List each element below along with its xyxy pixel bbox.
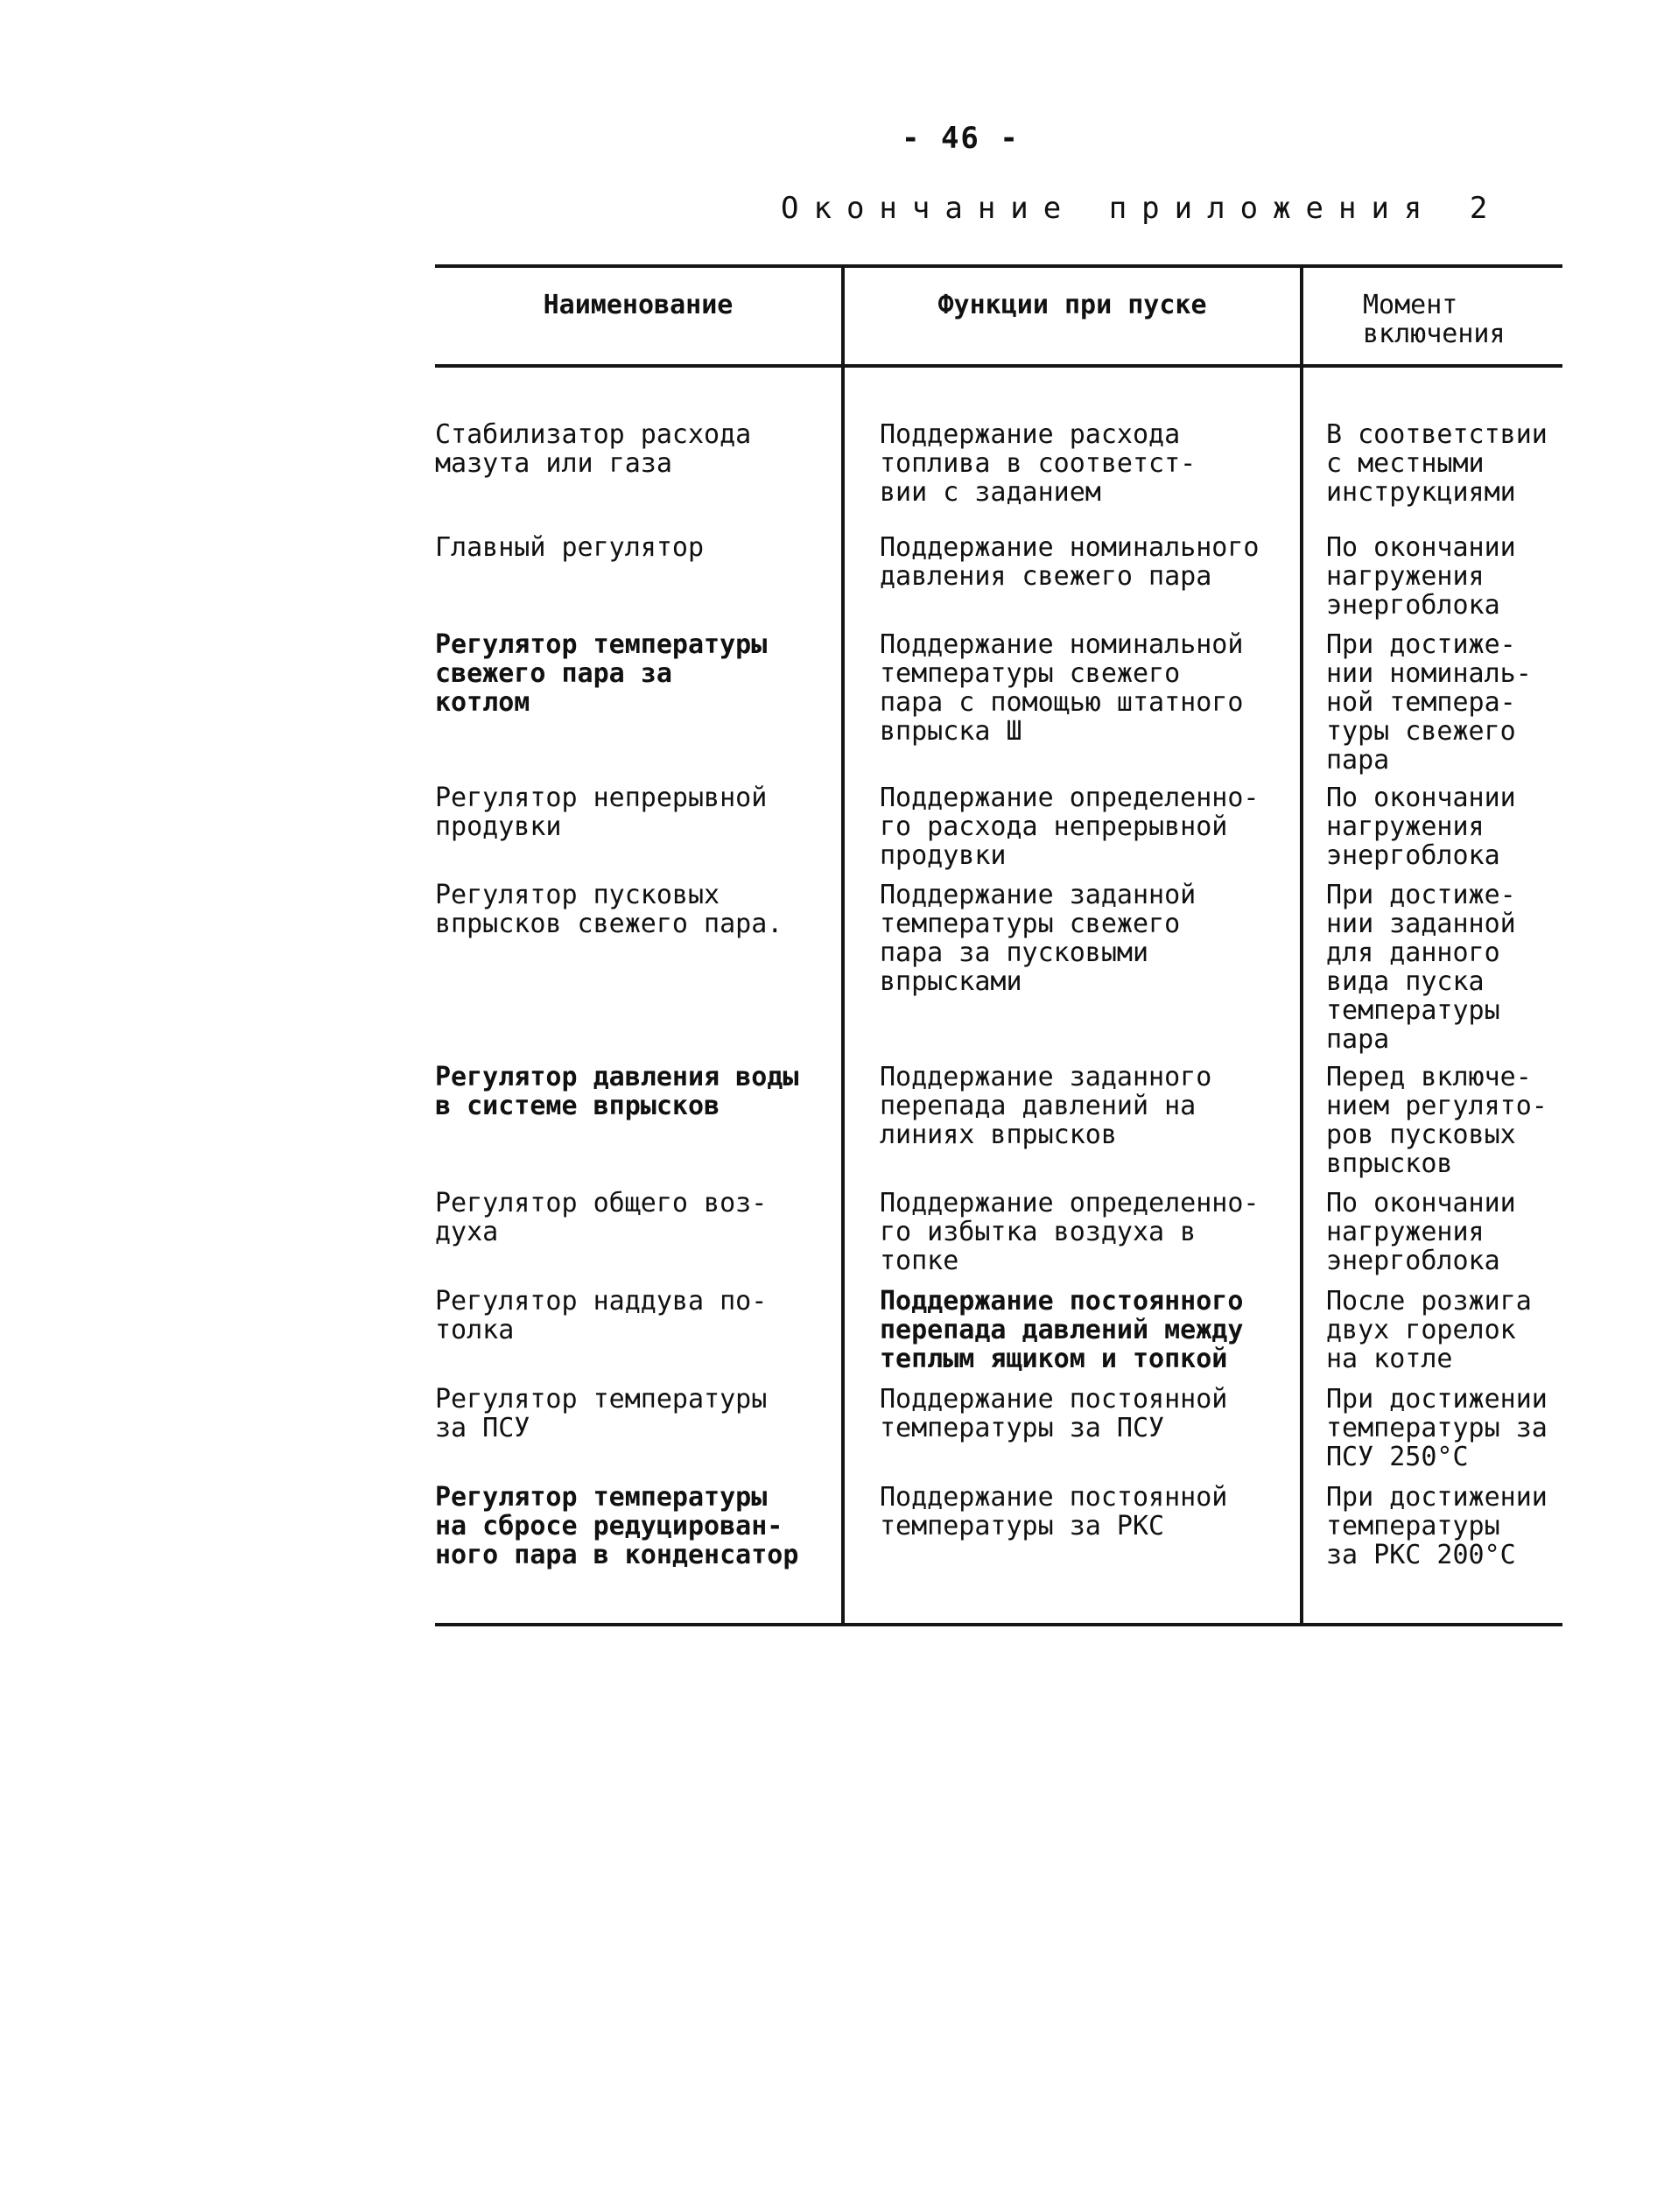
row-name: Главный регулятор (435, 532, 705, 563)
table-top-rule (435, 264, 1562, 268)
row-moment: При достиже- нии заданной для данного вида пуска температуры пара (1326, 880, 1516, 1055)
column-divider-2 (1300, 264, 1303, 1626)
row-function: Поддержание постоянной температуры за РКС (880, 1482, 1228, 1541)
row-function: Поддержание определенно- го расхода непрерывной продувки (880, 783, 1260, 871)
row-function: Поддержание заданной температуры свежего пара за пусковыми впрысками (880, 880, 1197, 997)
row-name: Регулятор пусковых впрысков свежего пара. (435, 880, 783, 939)
column-divider-1 (841, 264, 845, 1626)
table-bottom-rule (435, 1623, 1562, 1626)
row-moment: Перед включе- нием регулято- ров пусковых впрысков (1326, 1062, 1548, 1179)
row-moment: По окончании нагружения энергоблока (1326, 1188, 1516, 1276)
row-name: Регулятор давления воды в системе впрысков (435, 1062, 799, 1121)
row-moment: В соответствии с местными инструкциями (1326, 419, 1548, 508)
row-function: Поддержание определенно- го избытка воздуха в топке (880, 1188, 1260, 1276)
appendix-title: Окончание приложения 2 (781, 191, 1503, 226)
header-function: Функции при пуске (937, 290, 1207, 320)
functions-table (435, 264, 1562, 1628)
row-function: Поддержание постоянного перепада давлений между теплым ящиком и топкой (880, 1286, 1244, 1374)
header-name: Наименование (543, 290, 734, 320)
row-moment: При достиже- нии номиналь- ной темпера- туры свежего пара (1326, 629, 1532, 776)
row-function: Поддержание номинальной температуры свежего пара с помощью штатного впрыска Ш (880, 629, 1244, 747)
row-function: Поддержание номинального давления свежего пара (880, 532, 1260, 592)
row-name: Регулятор непрерывной продувки (435, 783, 768, 842)
page-number: - 46 - (902, 121, 1020, 156)
row-moment: При достижении температуры за ПСУ 250°С (1326, 1384, 1548, 1472)
header-moment: Момент включения (1363, 290, 1506, 349)
row-name: Регулятор температуры на сбросе редуцирован- ного пара в конденсатор (435, 1482, 799, 1570)
row-moment: При достижении температуры за РКС 200°С (1326, 1482, 1548, 1570)
row-function: Поддержание расхода топлива в соответст- вии с заданием (880, 419, 1197, 508)
row-moment: По окончании нагружения энергоблока (1326, 783, 1516, 871)
table-header-rule (435, 364, 1562, 368)
row-moment: По окончании нагружения энергоблока (1326, 532, 1516, 621)
row-name: Регулятор температуры свежего пара за котлом (435, 629, 768, 718)
row-name: Регулятор температуры за ПСУ (435, 1384, 768, 1443)
row-name: Регулятор общего воз- духа (435, 1188, 768, 1247)
row-function: Поддержание заданного перепада давлений на линиях впрысков (880, 1062, 1212, 1150)
row-name: Регулятор наддува по- толка (435, 1286, 768, 1345)
row-function: Поддержание постоянной температуры за ПСУ (880, 1384, 1228, 1443)
row-name: Стабилизатор расхода мазута или газа (435, 419, 752, 479)
row-moment: После розжига двух горелок на котле (1326, 1286, 1532, 1374)
